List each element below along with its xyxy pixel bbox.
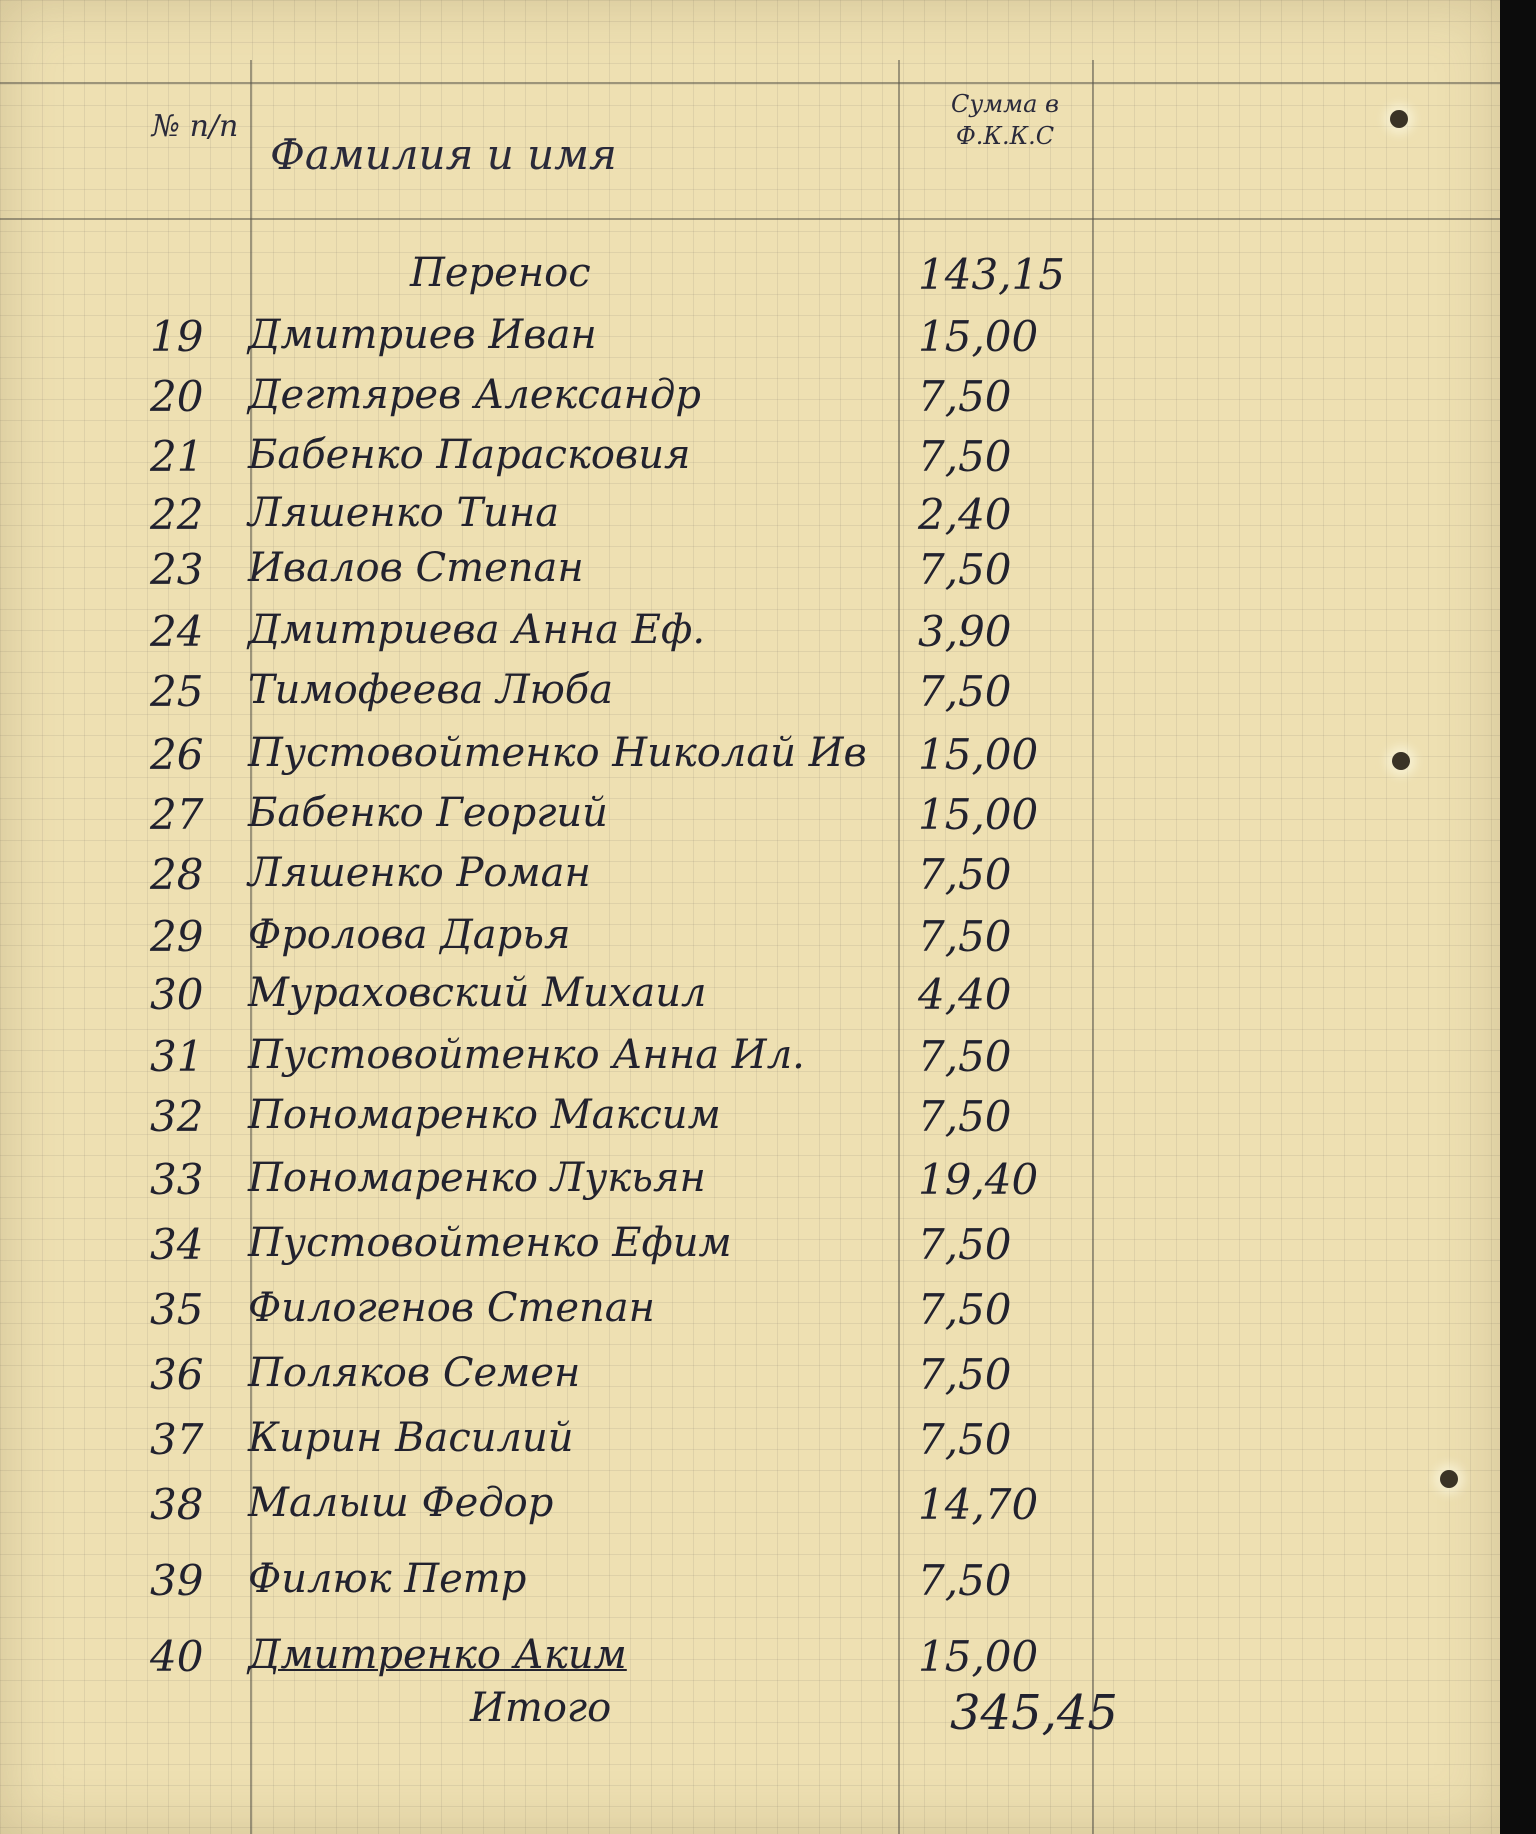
row-name: Дмитриев Иван	[248, 312, 597, 358]
row-amount: 4,40	[918, 970, 1012, 1019]
row-name: Пономаренко Максим	[248, 1092, 721, 1138]
row-number: 29	[150, 912, 204, 961]
row-name: Тимофеева Люба	[248, 667, 614, 713]
row-name: Пустовойтенко Ефим	[248, 1220, 732, 1266]
row-amount: 7,50	[918, 1092, 1012, 1141]
row-name: Филюк Петр	[248, 1556, 527, 1602]
row-number: 26	[150, 730, 204, 779]
row-number: 19	[150, 312, 204, 361]
row-name: Кирин Василий	[248, 1415, 574, 1461]
carry-over-row	[0, 250, 1150, 314]
ledger-row	[0, 1480, 1150, 1544]
row-name: Ляшенко Тина	[248, 490, 560, 536]
row-amount: 7,50	[918, 545, 1012, 594]
row-name: Пономаренко Лукьян	[248, 1155, 706, 1201]
row-name: Дмитриева Анна Еф.	[248, 607, 706, 653]
header-top-rule	[0, 82, 1500, 84]
row-amount: 15,00	[918, 790, 1039, 839]
row-name: Ляшенко Роман	[248, 850, 591, 896]
ledger-row	[0, 545, 1150, 609]
row-amount: 7,50	[918, 1285, 1012, 1334]
ledger-row	[0, 1285, 1150, 1349]
row-number: 36	[150, 1350, 204, 1399]
row-amount: 7,50	[918, 1350, 1012, 1399]
carry-over-label: Перенос	[410, 250, 591, 296]
ledger-row	[0, 1350, 1150, 1414]
row-amount: 15,00	[918, 730, 1039, 779]
row-number: 23	[150, 545, 204, 594]
ledger-row	[0, 312, 1150, 376]
row-name: Малыш Федор	[248, 1480, 554, 1526]
ledger-row	[0, 372, 1150, 436]
ledger-row	[0, 1220, 1150, 1284]
row-number: 37	[150, 1415, 204, 1464]
header-number-column: № п/п	[151, 109, 239, 144]
ledger-row	[0, 607, 1150, 671]
ledger-row	[0, 912, 1150, 976]
ledger-row	[0, 730, 1150, 794]
ledger-row	[0, 1415, 1150, 1479]
row-amount: 7,50	[918, 432, 1012, 481]
row-amount: 7,50	[918, 1556, 1012, 1605]
row-name: Мураховский Михаил	[248, 970, 707, 1016]
total-label: Итого	[470, 1685, 612, 1731]
header-sum-column: Сумма в Ф.К.К.С	[951, 90, 1059, 150]
row-name: Бабенко Георгий	[248, 790, 608, 836]
row-name: Фролова Дарья	[248, 912, 571, 958]
row-number: 32	[150, 1092, 204, 1141]
row-number: 33	[150, 1155, 204, 1204]
row-amount: 14,70	[918, 1480, 1039, 1529]
ledger-row	[0, 1556, 1150, 1620]
row-number: 25	[150, 667, 204, 716]
header-name-column: Фамилия и имя	[270, 130, 617, 179]
row-name: Пустовойтенко Анна Ил.	[248, 1032, 805, 1078]
row-amount: 7,50	[918, 667, 1012, 716]
row-number: 34	[150, 1220, 204, 1269]
ledger-row	[0, 667, 1150, 731]
row-number: 39	[150, 1556, 204, 1605]
row-name: Поляков Семен	[248, 1350, 581, 1396]
total-row	[0, 1685, 1150, 1749]
row-name: Филогенов Степан	[248, 1285, 655, 1331]
row-number: 38	[150, 1480, 204, 1529]
row-number: 20	[150, 372, 204, 421]
row-amount: 7,50	[918, 372, 1012, 421]
scan-dark-edge	[1500, 0, 1536, 1834]
row-amount: 15,00	[918, 1632, 1039, 1681]
row-number: 31	[150, 1032, 204, 1081]
header-bottom-rule	[0, 218, 1500, 220]
row-number: 21	[150, 432, 204, 481]
row-amount: 19,40	[918, 1155, 1039, 1204]
ledger-row	[0, 1092, 1150, 1156]
binder-hole	[1390, 110, 1408, 128]
row-name: Дмитренко Аким	[248, 1632, 627, 1678]
binder-hole	[1440, 1470, 1458, 1488]
row-name: Пустовойтенко Николай Ив	[248, 730, 867, 776]
row-amount: 7,50	[918, 850, 1012, 899]
ledger-row	[0, 1155, 1150, 1219]
row-amount: 15,00	[918, 312, 1039, 361]
row-number: 28	[150, 850, 204, 899]
row-name: Ивалов Степан	[248, 545, 584, 591]
row-amount: 7,50	[918, 1415, 1012, 1464]
ledger-row	[0, 850, 1150, 914]
row-number: 22	[150, 490, 204, 539]
row-number: 40	[150, 1632, 204, 1681]
row-number: 35	[150, 1285, 204, 1334]
row-amount: 2,40	[918, 490, 1012, 539]
ledger-row	[0, 970, 1150, 1034]
row-amount: 3,90	[918, 607, 1012, 656]
row-amount: 7,50	[918, 912, 1012, 961]
row-name: Дегтярев Александр	[248, 372, 701, 418]
row-name: Бабенко Парасковия	[248, 432, 691, 478]
row-amount: 7,50	[918, 1220, 1012, 1269]
ledger-row	[0, 432, 1150, 496]
row-number: 30	[150, 970, 204, 1019]
row-number: 27	[150, 790, 204, 839]
binder-hole	[1392, 752, 1410, 770]
carry-over-amount: 143,15	[918, 250, 1065, 299]
total-amount: 345,45	[950, 1685, 1118, 1741]
row-amount: 7,50	[918, 1032, 1012, 1081]
ledger-row	[0, 790, 1150, 854]
ledger-row	[0, 1032, 1150, 1096]
row-number: 24	[150, 607, 204, 656]
